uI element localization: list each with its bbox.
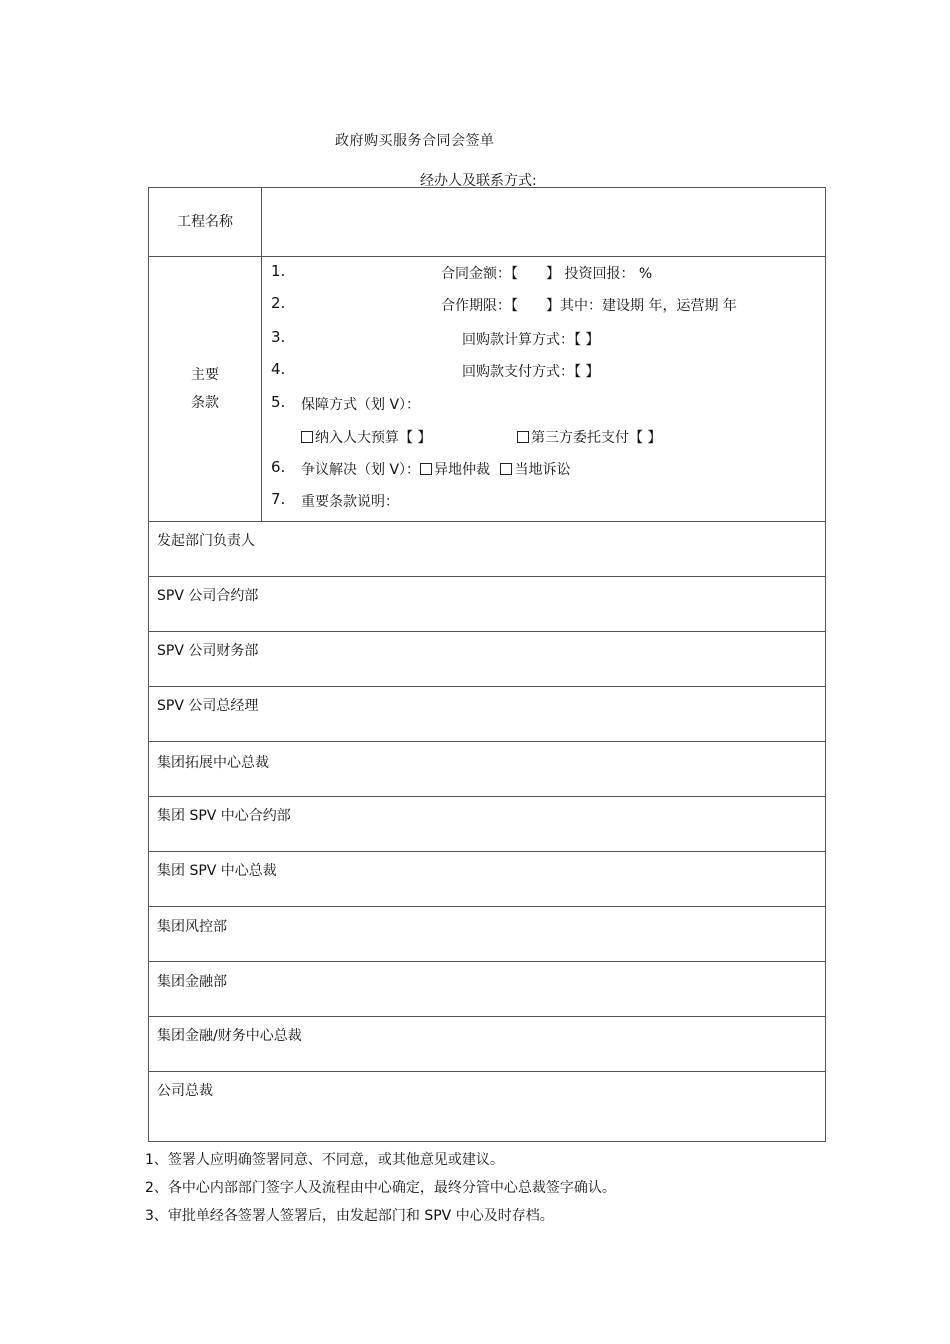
signer-row[interactable]: [149, 852, 825, 907]
signer-row[interactable]: [149, 907, 825, 962]
option-arbitration[interactable]: 异地仲裁: [434, 462, 491, 478]
checkbox-icon[interactable]: [420, 463, 432, 475]
term-buyback-calculation[interactable]: 回购款计算方式：【 】: [462, 332, 600, 348]
signer-row[interactable]: [149, 632, 825, 687]
term-number: 4.: [271, 360, 286, 378]
project-name-label: 工程名称: [149, 188, 262, 256]
term-number: 2.: [271, 294, 286, 312]
signer-label: 集团拓展中心总裁: [157, 755, 269, 771]
signer-row[interactable]: [149, 797, 825, 852]
term-contract-amount[interactable]: 合同金额：【 】 投资回报： %: [441, 266, 653, 282]
term-number: 5.: [271, 393, 286, 411]
term-number: 7.: [271, 490, 286, 508]
option-third-party-payment[interactable]: 第三方委托支付【 】: [517, 427, 661, 447]
signer-label: 集团 SPV 中心合约部: [157, 808, 291, 824]
signer-label: 发起部门负责人: [157, 533, 255, 549]
signer-label: 集团金融部: [157, 974, 227, 990]
term-dispute-resolution: 争议解决（划 V）： 异地仲裁 当地诉讼: [301, 462, 571, 478]
footnotes: [145, 1146, 616, 1230]
signer-row[interactable]: [149, 522, 825, 577]
main-terms-label: 主要 条款: [149, 257, 262, 521]
signer-row[interactable]: [149, 962, 825, 1017]
signer-row[interactable]: [149, 1072, 825, 1141]
term-number: 6.: [271, 458, 286, 476]
signer-label: 集团风控部: [157, 919, 227, 935]
option-npc-budget[interactable]: 纳入人大预算【 】: [301, 427, 431, 447]
option-litigation[interactable]: 当地诉讼: [514, 462, 571, 478]
term-important-notes: 重要条款说明：: [301, 494, 399, 510]
signer-label: 公司总裁: [157, 1083, 213, 1099]
checkbox-icon[interactable]: [500, 463, 512, 475]
term-cooperation-period[interactable]: 合作期限：【 】其中：建设期 年，运营期 年: [441, 298, 737, 314]
document-title: 政府购买服务合同会签单: [335, 133, 495, 149]
checkbox-icon[interactable]: [517, 431, 529, 443]
term-number: 3.: [271, 328, 286, 346]
term-buyback-payment[interactable]: 回购款支付方式：【 】: [462, 364, 600, 380]
signer-row[interactable]: [149, 577, 825, 632]
main-terms-content: [262, 257, 825, 521]
term-number: 1.: [271, 262, 286, 280]
signer-row[interactable]: [149, 742, 825, 797]
countersign-form: [148, 187, 826, 1142]
main-terms-row: [149, 257, 825, 522]
signer-label: SPV 公司合约部: [157, 588, 259, 604]
project-name-row: [149, 188, 825, 257]
footnote: 3、审批单经各签署人签署后，由发起部门和 SPV 中心及时存档。: [145, 1208, 554, 1224]
contact-label: 经办人及联系方式:: [420, 173, 537, 189]
signer-row[interactable]: [149, 1017, 825, 1072]
signer-label: 集团 SPV 中心总裁: [157, 863, 277, 879]
footnote: 2、各中心内部部门签字人及流程由中心确定，最终分管中心总裁签字确认。: [145, 1180, 616, 1196]
project-name-field[interactable]: [262, 188, 825, 256]
term-guarantee-method: 保障方式（划 V）：: [301, 397, 421, 413]
signer-label: SPV 公司总经理: [157, 698, 259, 714]
footnote: 1、签署人应明确签署同意、不同意，或其他意见或建议。: [145, 1152, 504, 1168]
checkbox-icon[interactable]: [301, 431, 313, 443]
signer-label: 集团金融/财务中心总裁: [157, 1028, 302, 1044]
signer-label: SPV 公司财务部: [157, 643, 259, 659]
signer-row[interactable]: [149, 687, 825, 742]
